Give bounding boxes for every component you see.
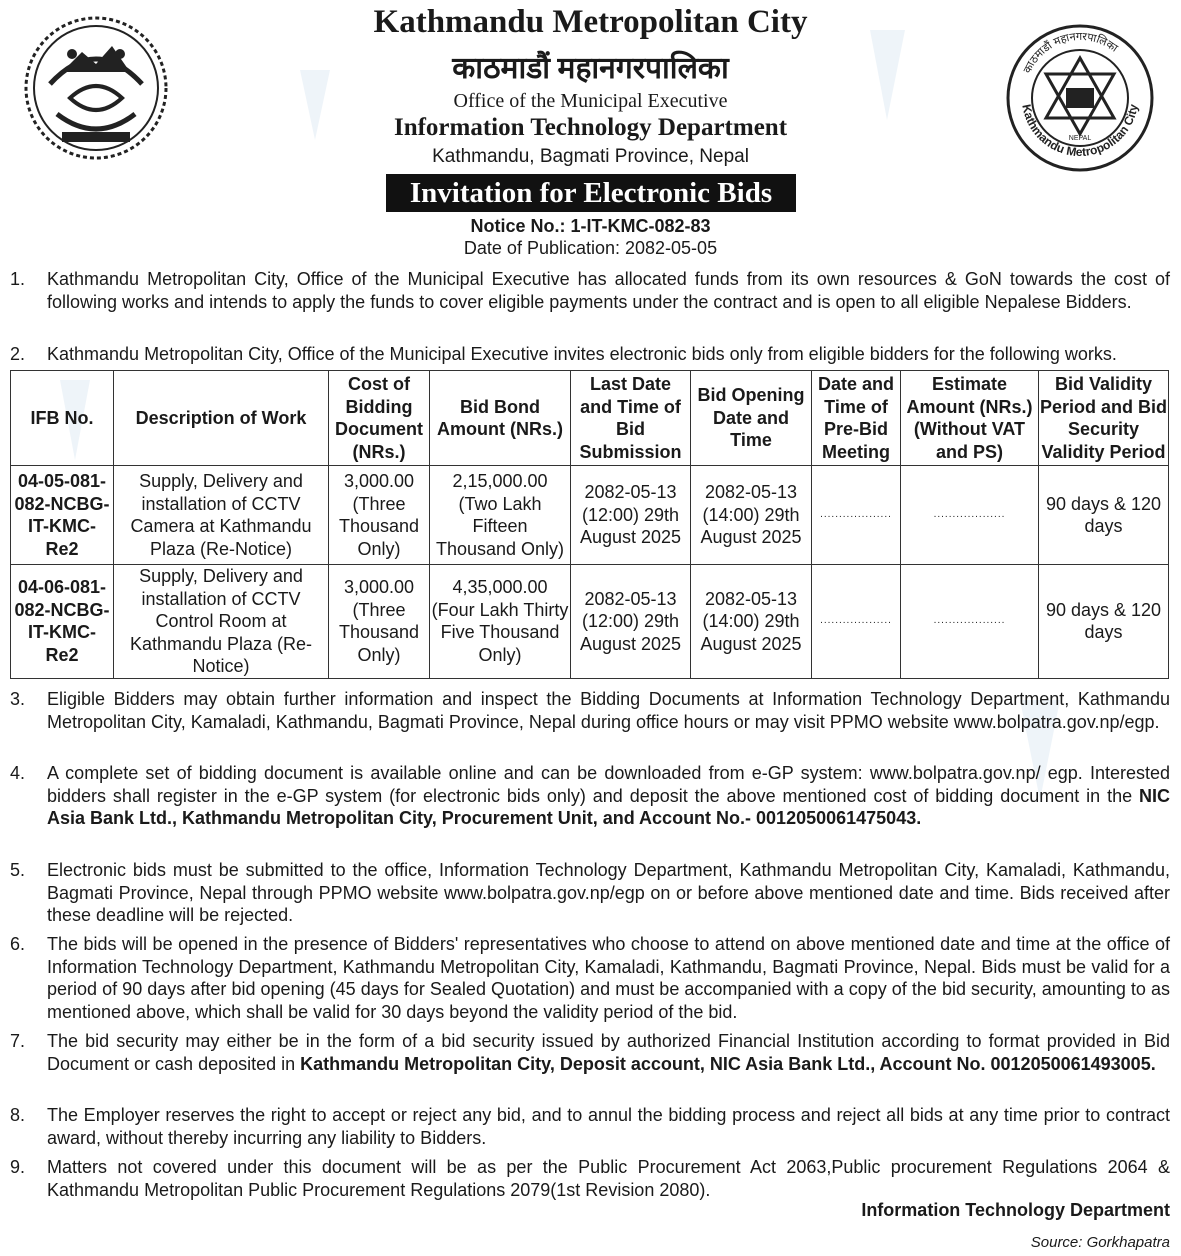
cell-prebid: ................... [812, 466, 901, 565]
cell-cost: 3,000.00 (Three Thousand Only) [329, 565, 430, 679]
cell-bond: 4,35,000.00 (Four Lakh Thirty Five Thousand Only) [430, 565, 571, 679]
paragraph-9 [10, 1156, 1170, 1201]
paragraph-1 [10, 268, 1170, 313]
paragraph-number: 8. [10, 1105, 26, 1125]
source-credit: Source: Gorkhapatra [1030, 1234, 1170, 1251]
city-title: Kathmandu Metropolitan City [373, 4, 808, 40]
paragraph-text: Eligible Bidders may obtain further information and inspect the Bidding Documents at Information Technology Department, Kathmandu Metropolitan City, Kamaladi, Kathmandu, Bagmati Province, Nepal during office hours or may visit PPMO website www.bolpatra.gov.np/egp. [47, 689, 1170, 732]
paragraph-text-plain: The bid security may either be in the form of a bid security issued by authorized Financial Institution according to format provided in Bid Document or cash deposited in [47, 1031, 1170, 1074]
paragraph-text [47, 1030, 1170, 1075]
cell-prebid: ................... [812, 565, 901, 679]
nepali-title-text: काठमाडौं महानगरपालिका [452, 52, 729, 85]
location: Kathmandu, Bagmati Province, Nepal [432, 146, 749, 167]
table-row [11, 565, 1169, 679]
cell-bond: 2,15,000.00 (Two Lakh Fifteen Thousand Only) [430, 466, 571, 565]
cell-cost: 3,000.00 (Three Thousand Only) [329, 466, 430, 565]
cell-description: Supply, Delivery and installation of CCTV Camera at Kathmandu Plaza (Re-Notice) [114, 466, 329, 565]
cell-validity: 90 days & 120 days [1039, 565, 1169, 679]
city-title-nepali [250, 46, 931, 86]
nepal-emblem-icon [22, 14, 170, 162]
paragraph-text-plain: A complete set of bidding document is available online and can be downloaded from e-GP system: www.bolpatra.gov.np/ egp. Interested bidders shall register in the e-GP system (for electronic bids only) and deposit the above mentioned cost of bidding document in the [47, 763, 1170, 806]
paragraph-5 [10, 859, 1170, 927]
header-ifb-no: IFB No. [11, 371, 114, 466]
office-name: Office of the Municipal Executive [453, 90, 728, 112]
header-cost: Cost of Bidding Document (NRs.) [329, 371, 430, 466]
cell-last-date: 2082-05-13 (12:00) 29th August 2025 [571, 565, 691, 679]
paragraph-text [47, 762, 1170, 830]
bids-table [10, 370, 1169, 679]
paragraph-number: 1. [10, 269, 26, 289]
paragraph-2 [10, 343, 1170, 366]
notice-number: Notice No.: 1-IT-KMC-082-83 [470, 216, 711, 236]
seal-bottom-text: NEPAL [1068, 135, 1092, 142]
cell-estimate: ................... [901, 565, 1039, 679]
paragraph-number: 9. [10, 1157, 26, 1177]
cell-estimate: ................... [901, 466, 1039, 565]
paragraph-text: Matters not covered under this document will be as per the Public Procurement Act 2063,Public procurement Regulations 2064 & Kathmandu Metropolitan Public Procurement Regulations 2079(1st Revision 2080). [47, 1157, 1170, 1200]
paragraph-number: 7. [10, 1031, 26, 1051]
cell-validity: 90 days & 120 days [1039, 466, 1169, 565]
notice-header [0, 0, 1181, 270]
department-name: Information Technology Department [393, 114, 788, 141]
header-estimate: Estimate Amount (NRs.) (Without VAT and PS) [901, 371, 1039, 466]
paragraph-text: Kathmandu Metropolitan City, Office of the Municipal Executive has allocated funds from its own resources & GoN towards the cost of following works and intends to apply the funds to cover eligible payments under the contract and is open to all eligible Nepalese Bidders. [47, 269, 1170, 312]
bank-account-details: NIC Asia Bank Ltd., Kathmandu Metropolitan City, Procurement Unit, and Account No.- 0012050061475043. [47, 785, 1170, 828]
paragraph-text: The Employer reserves the right to accept or reject any bid, and to annul the bidding process and reject all bids at any time prior to contract award, without thereby incurring any liability to Bidders. [47, 1105, 1170, 1148]
header-opening: Bid Opening Date and Time [691, 371, 812, 466]
kmc-seal-icon [1004, 22, 1156, 174]
svg-text:काठमाडौं महानगरपालिका [1022, 31, 1120, 75]
cell-last-date: 2082-05-13 (12:00) 29th August 2025 [571, 466, 691, 565]
svg-text:Kathmandu Metropolitan City [1019, 103, 1140, 159]
cell-opening: 2082-05-13 (14:00) 29th August 2025 [691, 466, 812, 565]
header-validity: Bid Validity Period and Bid Security Validity Period [1039, 371, 1169, 466]
paragraph-number: 6. [10, 934, 26, 954]
cell-description: Supply, Delivery and installation of CCTV Control Room at Kathmandu Plaza (Re-Notice) [114, 565, 329, 679]
table-header-row [11, 371, 1169, 466]
paragraph-text: Kathmandu Metropolitan City, Office of the Municipal Executive invites electronic bids only from eligible bidders for the following works. [47, 344, 1117, 364]
notice-banner: Invitation for Electronic Bids [386, 174, 796, 212]
publication-date: Date of Publication: 2082-05-05 [463, 238, 718, 258]
paragraph-number: 3. [10, 689, 26, 709]
paragraph-text: The bids will be opened in the presence of Bidders' representatives who choose to attend on above mentioned date and time at the office of Information Technology Department, Kathmandu Metropolitan City, Kamaladi, Kathmandu, Bagmati Province, Nepal. Bids must be valid for a period of 90 days after bid opening (45 days for Sealed Quotation) and must be accompanied with a copy of the bid security, amounting to as mentioned above, which shall be valid for 30 days beyond the validity period of the bid. [47, 934, 1170, 1022]
signature-department: Information Technology Department [861, 1200, 1170, 1220]
paragraph-number: 5. [10, 860, 26, 880]
paragraph-4 [10, 762, 1170, 830]
table-row [11, 466, 1169, 565]
header-bid-bond: Bid Bond Amount (NRs.) [430, 371, 571, 466]
paragraph-7 [10, 1030, 1170, 1075]
header-last-date: Last Date and Time of Bid Submission [571, 371, 691, 466]
paragraph-number: 4. [10, 763, 26, 783]
paragraph-6 [10, 933, 1170, 1023]
seal-text: Kathmandu Metropolitan City [1019, 103, 1141, 160]
paragraph-8 [10, 1104, 1170, 1149]
paragraph-3 [10, 688, 1170, 733]
paragraph-number: 2. [10, 344, 26, 364]
header-description: Description of Work [114, 371, 329, 466]
cell-ifb: 04-06-081-082-NCBG-IT-KMC-Re2 [11, 565, 114, 679]
paragraph-text: Electronic bids must be submitted to the office, Information Technology Department, Kathmandu Metropolitan City, Kamaladi, Kathmandu, Bagmati Province, Nepal through PPMO website www.bolpatra.gov.np/egp on or before above mentioned date and time. Bids received after these deadline will be rejected. [47, 860, 1170, 925]
cell-ifb: 04-05-081-082-NCBG-IT-KMC-Re2 [11, 466, 114, 565]
deposit-account-details: Kathmandu Metropolitan City, Deposit account, NIC Asia Bank Ltd., Account No. 0012050061493005. [300, 1053, 1156, 1074]
cell-opening: 2082-05-13 (14:00) 29th August 2025 [691, 565, 812, 679]
header-prebid: Date and Time of Pre-Bid Meeting [812, 371, 901, 466]
seal-nepali-text: काठमाडौं महानगरपालिका [1021, 30, 1120, 76]
